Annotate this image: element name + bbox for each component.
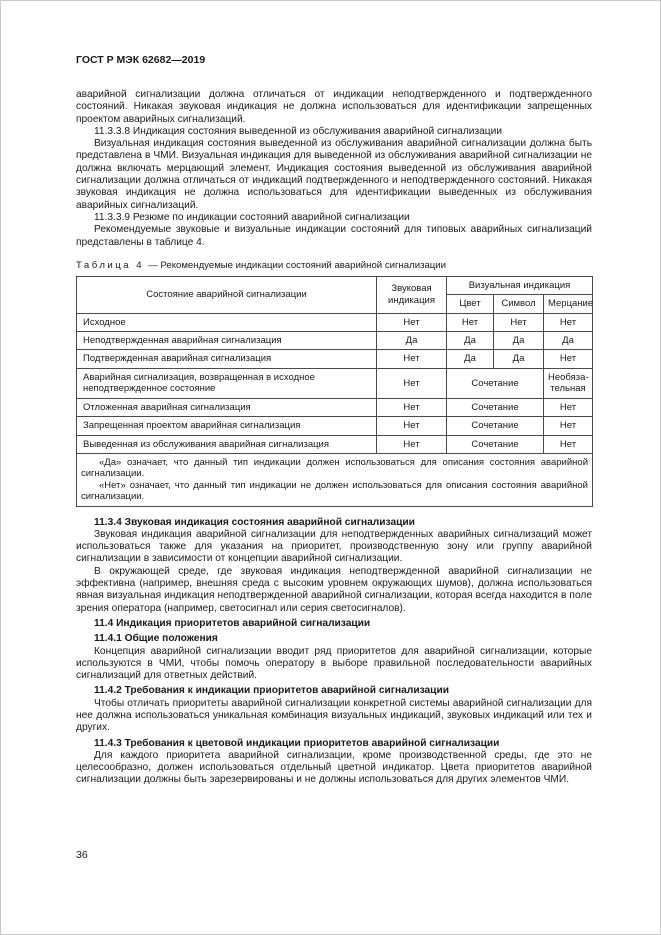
doc-header-title: ГОСТ Р МЭК 62682—2019 (76, 54, 206, 66)
cell-state: Неподтвержденная аварийная сигнализация (77, 332, 377, 350)
body-text-top (76, 89, 592, 249)
cell-visual-indication: Нет (447, 313, 494, 331)
alarm-indications-table (76, 276, 593, 507)
table-notes (81, 457, 588, 503)
cell-sound-indication: Нет (377, 368, 447, 398)
col-header-color: Цвет (447, 295, 494, 313)
paragraph: Рекомендуемые звуковые и визуальные индикации состояний для типовых аварийных сигнализаций представлены в таблице 4. (76, 224, 592, 248)
paragraph: Визуальная индикация состояния выведенной из обслуживания аварийной сигнализации должна быть представлена в ЧМИ. Визуальная индикация для выведенной из обслуживания аварийной сигнализации не должна включать мерцающий элемент. Индикация состояния выведенной из обслуживания аварийной сигнализации должна отличаться от индикаций подтвержденного и неподтвержденного состояний. Никакая звуковая индикация не должна использоваться для идентификации выведенных из обслуживания аварийных сигнализаций. (76, 138, 592, 211)
cell-state: Запрещенная проектом аварийная сигнализация (77, 417, 377, 435)
cell-sound-indication: Нет (377, 435, 447, 453)
cell-visual-indication: Сочетание (447, 435, 544, 453)
col-header-visual: Визуальная индикация (447, 276, 593, 294)
cell-state: Аварийная сигнализация, возвращенная в исходное неподтвержденное состояние (77, 368, 377, 398)
table-row (77, 417, 593, 435)
cell-visual-indication: Сочетание (447, 398, 544, 416)
paragraph: В окружающей среде, где звуковая индикация неподтвержденной аварийной сигнализации не эффективна (например, внешняя среда с высоким уровнем окружающих шумов), должна использоваться явная визуальная индикация неподтвержденной аварийной сигнализации, которая всегда находится в поле зрения оператора (например, светосигнал или серия светосигналов). (76, 565, 592, 614)
table-row (77, 368, 593, 398)
document-content (76, 89, 592, 787)
cell-state: Выведенная из обслуживания аварийная сигнализация (77, 435, 377, 453)
table-caption (76, 260, 592, 271)
cell-visual-indication: Да (494, 350, 544, 368)
cell-visual-indication: Нет (544, 398, 593, 416)
cell-state: Исходное (77, 313, 377, 331)
col-header-flicker: Мерцание (544, 295, 593, 313)
cell-sound-indication: Нет (377, 313, 447, 331)
paragraph: 11.3.3.8 Индикация состояния выведенной из обслуживания аварийной сигнализации (94, 125, 503, 137)
cell-visual-indication: Да (447, 332, 494, 350)
paragraph: 11.3.3.9 Резюме по индикации состояний аварийной сигнализации (94, 211, 410, 223)
table-note: «Нет» означает, что данный тип индикации не должен использоваться для описания состояния аварийной сигнализации. (81, 479, 588, 503)
cell-visual-indication: Да (494, 332, 544, 350)
cell-visual-indication: Нет (544, 313, 593, 331)
table-row (77, 398, 593, 416)
table-row (77, 350, 593, 368)
col-header-symbol: Символ (494, 295, 544, 313)
table-caption-label: Таблица 4 (76, 259, 145, 271)
section-heading: 11.3.4 Звуковая индикация состояния аварийной сигнализации (94, 516, 415, 528)
table-note: «Да» означает, что данный тип индикации должен использоваться для описания состояния аварийной сигнализации. (81, 456, 588, 480)
section-heading: 11.4 Индикация приоритетов аварийной сигнализации (94, 617, 371, 629)
cell-visual-indication: Нет (544, 350, 593, 368)
cell-sound-indication: Нет (377, 350, 447, 368)
table-notes-cell (77, 453, 593, 506)
paragraph: Звуковая индикация аварийной сигнализации для неподтвержденных аварийных сигнализаций может использоваться также для указания на приоритет, производственную зону или группу аварийной сигнализации в зависимости от концепции аварийной сигнализации. (76, 528, 592, 565)
cell-visual-indication: Необяза-тельная (544, 368, 593, 398)
cell-sound-indication: Нет (377, 398, 447, 416)
paragraph: Концепция аварийной сигнализации вводит ряд приоритетов для аварийной сигнализации, которые используются в ЧМИ, чтобы помочь оператору в выборе правильной последовательности аварийных сигнализаций для ответных действий. (76, 645, 592, 682)
section-heading: 11.4.3 Требования к цветовой индикации приоритетов аварийной сигнализации (94, 737, 500, 749)
body-text-bottom (76, 517, 592, 787)
cell-visual-indication: Сочетание (447, 417, 544, 435)
table-header-row-1 (77, 276, 593, 294)
table-caption-text: — Рекомендуемые индикации состояний аварийной сигнализации (148, 259, 447, 271)
cell-state: Отложенная аварийная сигнализация (77, 398, 377, 416)
cell-state: Подтвержденная аварийная сигнализация (77, 350, 377, 368)
table-row (77, 435, 593, 453)
col-header-sound: Звуковая индикация (377, 276, 447, 313)
cell-visual-indication: Нет (544, 417, 593, 435)
cell-visual-indication: Нет (494, 313, 544, 331)
cell-visual-indication: Нет (544, 435, 593, 453)
page-number: 36 (76, 849, 88, 861)
col-header-state: Состояние аварийной сигнализации (77, 276, 377, 313)
paragraph: Для каждого приоритета аварийной сигнализации, кроме производственной среды, где это не целесообразно, должен использоваться отдельный цветной индикатор. Цвета приоритетов аварийной сигнализации должны быть зарезервированы и не должны использоваться для других элементов ЧМИ. (76, 749, 592, 786)
table-notes-row (77, 453, 593, 506)
section-heading: 11.4.2 Требования к индикации приоритетов аварийной сигнализации (94, 685, 449, 697)
cell-sound-indication: Нет (377, 417, 447, 435)
section-heading: 11.4.1 Общие положения (94, 633, 218, 645)
table-row (77, 332, 593, 350)
paragraph: аварийной сигнализации должна отличаться от индикации неподтвержденного и подтвержденного состояний. Никакая звуковая индикация не должна использоваться для идентификации запрещенных проектом аварийных сигнализаций. (76, 89, 592, 125)
cell-sound-indication: Да (377, 332, 447, 350)
table-row (77, 313, 593, 331)
cell-visual-indication: Да (447, 350, 494, 368)
paragraph: Чтобы отличать приоритеты аварийной сигнализации конкретной системы аварийной сигнализации для нее должна использоваться уникальная комбинация визуальных индикаций, звуковых индикаций или тех и других. (76, 697, 592, 734)
cell-visual-indication: Сочетание (447, 368, 544, 398)
cell-visual-indication: Да (544, 332, 593, 350)
